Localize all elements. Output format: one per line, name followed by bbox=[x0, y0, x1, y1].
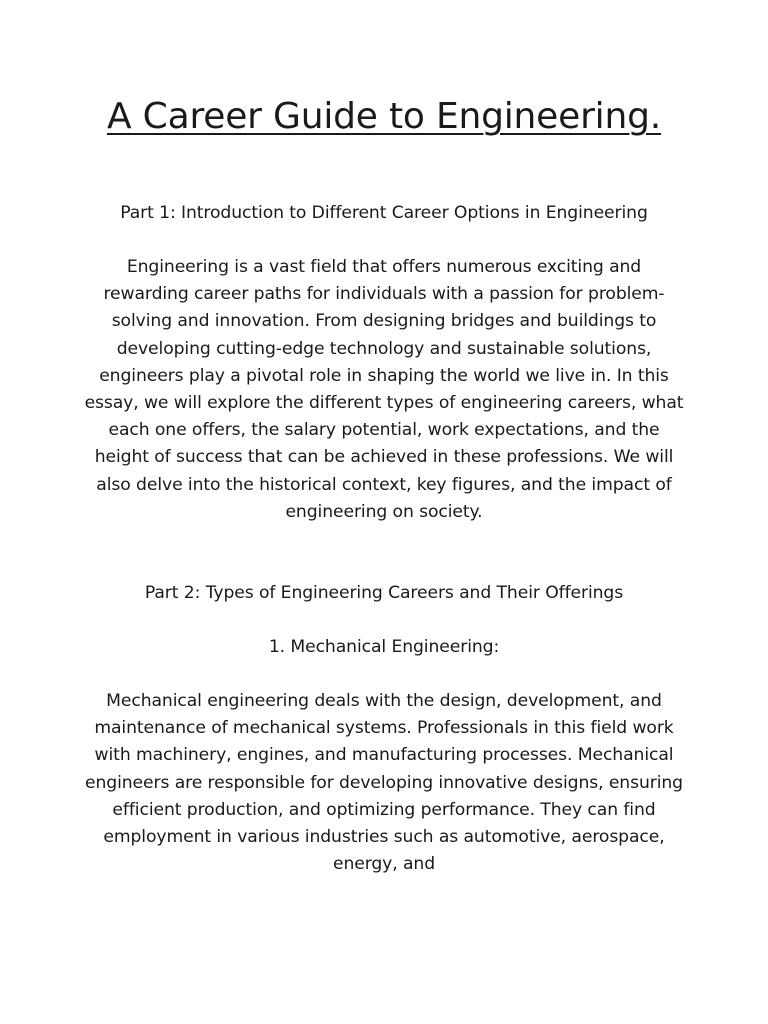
mechanical-engineering-paragraph: Mechanical engineering deals with the design, development, and maintenance of mechanical systems. Professionals in this field work with machinery, engines, and manufacturing processes. Mechanical engineers are responsible for developing innovative designs, ensuring efficient production, and optimizing performance. They can find employment in various industries such as automotive, aerospace, energy, and bbox=[85, 691, 683, 875]
intro-paragraph: Engineering is a vast field that offers numerous exciting and rewarding career paths for individuals with a passion for problem-solving and innovation. From designing bridges and buildings to developing cutting-edge technology and sustainable solutions, engineers play a pivotal role in shaping the world we live in. In this essay, we will explore the different types of engineering careers, what each one offers, the salary potential, work expectations, and the height of success that can be achieved in these professions. We will also delve into the historical context, key figures, and the impact of engineering on society. bbox=[84, 257, 684, 522]
document-title: A Career Guide to Engineering. bbox=[106, 96, 661, 137]
part2-heading: Part 2: Types of Engineering Careers and Their Offerings bbox=[144, 583, 624, 603]
mechanical-engineering-heading: 1. Mechanical Engineering: bbox=[268, 637, 500, 657]
part1-heading: Part 1: Introduction to Different Career Options in Engineering bbox=[120, 203, 648, 223]
